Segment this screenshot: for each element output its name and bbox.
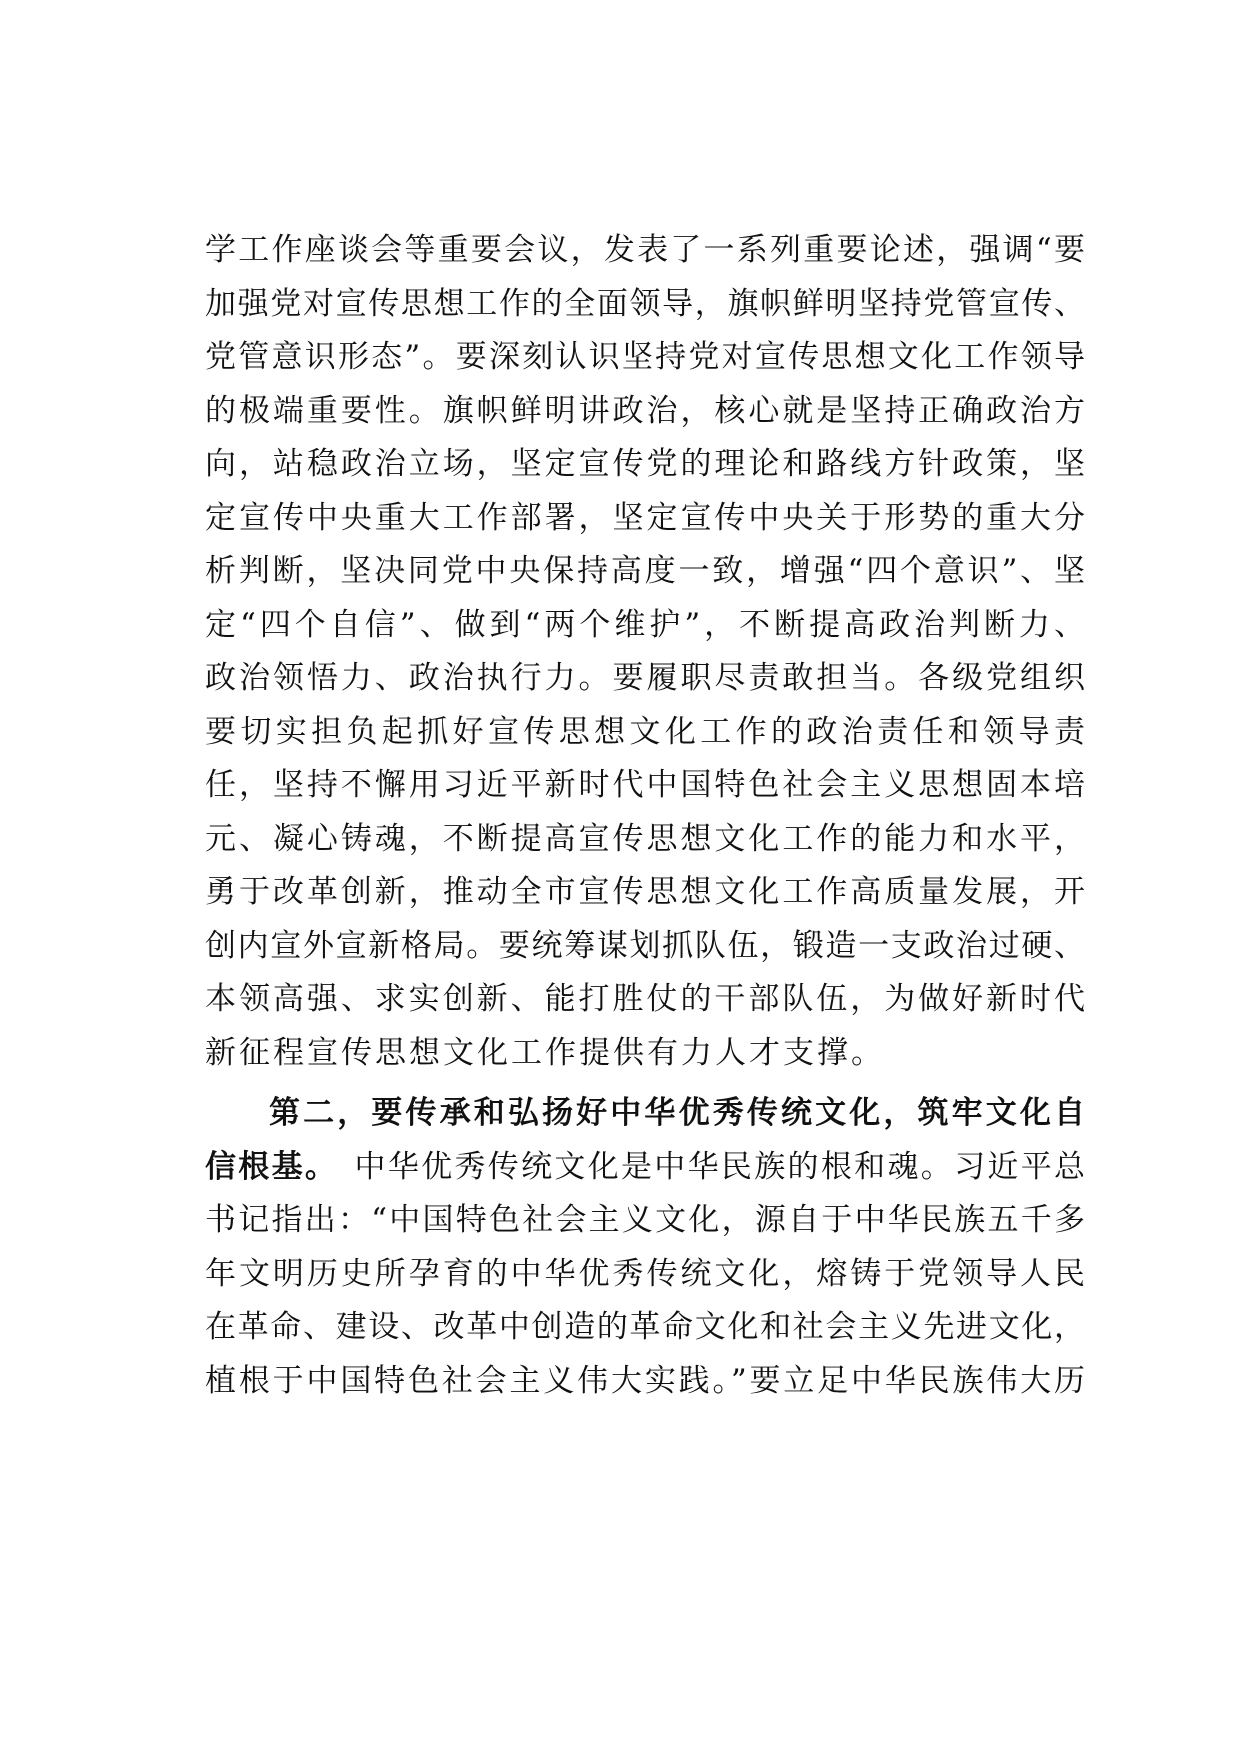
paragraph-1 (205, 224, 1085, 1080)
paragraph-1-line-5: 向，站稳政治立场，坚定宣传党的理论和路线方针政策，坚 (205, 446, 1085, 482)
paragraph-1-line-6: 定宣传中央重大工作部署，坚定宣传中央关于形势的重大分 (205, 499, 1085, 536)
paragraph-1-line-7: 析判断，坚决同党中央保持高度一致，增强“四个意识”、坚 (205, 553, 1085, 589)
paragraph-1-line-16: 新征程宣传思想文化工作提供有力人才支撑。 (205, 1034, 885, 1071)
paragraph-2 (205, 1087, 1085, 1408)
paragraph-2-line-6: 植根于中国特色社会主义伟大实践。”要立足中华民族伟大历 (205, 1362, 1085, 1399)
document-body (205, 224, 1085, 1408)
paragraph-2-heading-line-2: 信根基。 (205, 1148, 339, 1185)
paragraph-1-line-10: 要切实担负起抓好宣传思想文化工作的政治责任和领导责 (205, 713, 1085, 750)
paragraph-2-line-4: 年文明历史所孕育的中华优秀传统文化，熔铸于党领导人民 (205, 1255, 1085, 1292)
paragraph-gap (205, 1080, 1085, 1087)
paragraph-1-line-1: 学工作座谈会等重要会议，发表了一系列重要论述，强调“要 (205, 232, 1085, 268)
paragraph-1-line-3: 党管意识形态”。要深刻认识坚持党对宣传思想文化工作领导 (205, 339, 1085, 375)
paragraph-2-heading-line-1: 第二，要传承和弘扬好中华优秀传统文化，筑牢文化自 (269, 1095, 1085, 1131)
paragraph-1-line-15: 本领高强、求实创新、能打胜仗的干部队伍，为做好新时代 (205, 981, 1085, 1017)
paragraph-2-line-2-rest: 中华优秀传统文化是中华民族的根和魂。习近平总 (352, 1148, 1086, 1185)
paragraph-1-line-4: 的极端重要性。旗帜鲜明讲政治，核心就是坚持正确政治方 (205, 392, 1085, 429)
paragraph-1-line-13: 勇于改革创新，推动全市宣传思想文化工作高质量发展，开 (205, 874, 1085, 910)
paragraph-1-line-12: 元、凝心铸魂，不断提高宣传思想文化工作的能力和水平， (205, 820, 1085, 857)
paragraph-2-line-5: 在革命、建设、改革中创造的革命文化和社会主义先进文化， (205, 1309, 1085, 1345)
paragraph-1-line-2: 加强党对宣传思想工作的全面领导，旗帜鲜明坚持党管宣传、 (205, 285, 1085, 322)
paragraph-1-line-8: 定“四个自信”、做到“两个维护”，不断提高政治判断力、 (205, 606, 1085, 643)
paragraph-2-line-2 (205, 1141, 1085, 1195)
paragraph-1-line-11: 任，坚持不懈用习近平新时代中国特色社会主义思想固本培 (205, 767, 1085, 803)
paragraph-1-line-9: 政治领悟力、政治执行力。要履职尽责敢担当。各级党组织 (205, 660, 1085, 696)
paragraph-1-line-14: 创内宣外宣新格局。要统筹谋划抓队伍，锻造一支政治过硬、 (205, 927, 1085, 964)
paragraph-2-line-3: 书记指出：“中国特色社会主义文化，源自于中华民族五千多 (205, 1202, 1085, 1238)
